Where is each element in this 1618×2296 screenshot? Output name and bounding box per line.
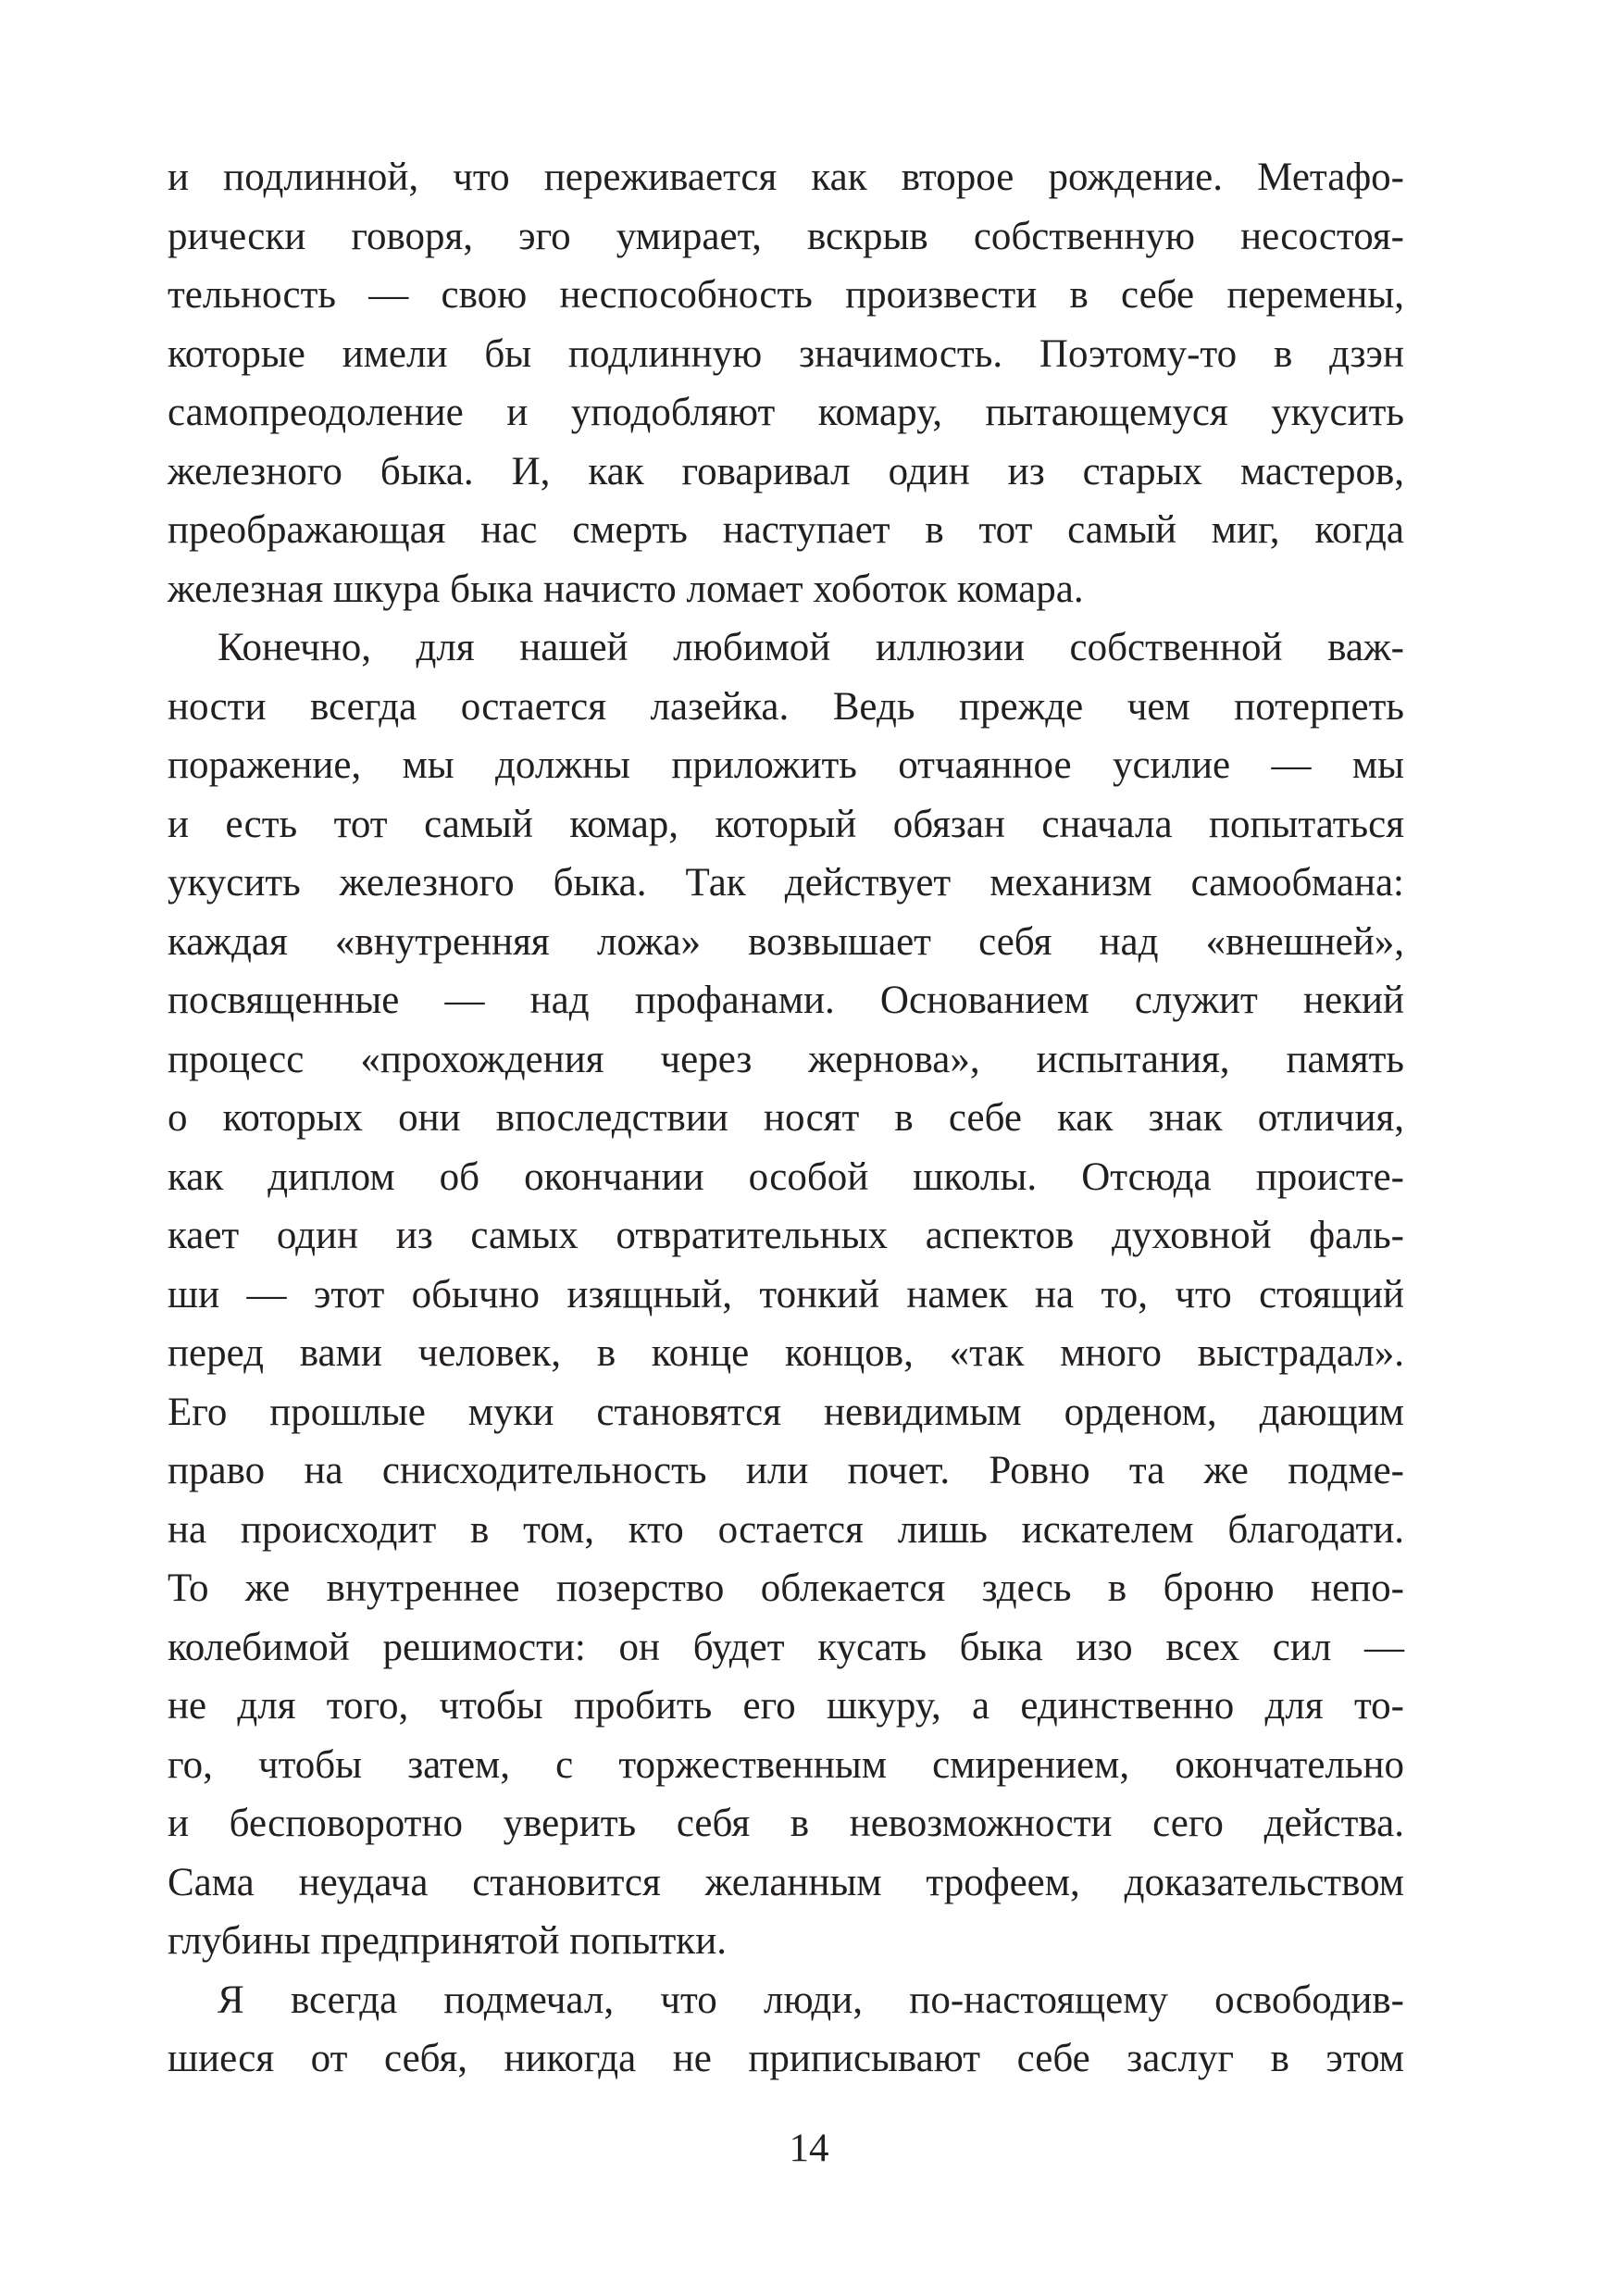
text-line: рически говоря, эго умирает, вскрыв собственную несостоя-	[168, 214, 1404, 258]
text-line: и бесповоротно уверить себя в невозможности сего действа.	[168, 1802, 1404, 1845]
text-line: шиеся от себя, никогда не приписывают себе заслуг в этом	[168, 2037, 1404, 2080]
text-line: железного быка. И, как говаривал один из старых мастеров,	[168, 449, 1404, 493]
text-line: преображающая нас смерть наступает в тот самый миг, когда	[168, 508, 1404, 552]
paragraph-first-line: Конечно, для нашей любимой иллюзии собственной важ-	[218, 626, 1404, 669]
page-number: 14	[789, 2127, 829, 2170]
text-line: самопреодоление и уподобляют комару, пытающемуся укусить	[168, 391, 1404, 434]
text-line: ши — этот обычно изящный, тонкий намек на то, что стоящий	[168, 1272, 1404, 1316]
text-line: каждая «внутренняя ложа» возвышает себя над «внешней»,	[168, 919, 1404, 964]
paragraph-first-line: Я всегда подмечал, что люди, по-настоящему освободив-	[218, 1978, 1404, 2022]
text-line: не для того, чтобы пробить его шкуру, а единственно для то-	[168, 1684, 1404, 1728]
text-line: Сама неудача становится желанным трофеем, доказательством	[168, 1860, 1404, 1904]
text-line: перед вами человек, в конце концов, «так много выстрадал».	[168, 1331, 1404, 1375]
text-line: которые имели бы подлинную значимость. Поэтому-то в дзэн	[168, 331, 1404, 376]
text-line: и есть тот самый комар, который обязан сначала попытаться	[168, 802, 1404, 846]
text-line: кает один из самых отвратительных аспектов духовной фаль-	[168, 1214, 1404, 1257]
text-line: посвященные — над профанами. Основанием служит некий	[168, 979, 1404, 1022]
text-line: железная шкура быка начисто ломает хоботок комара.	[168, 567, 1084, 611]
text-line: ности всегда остается лазейка. Ведь прежде чем потерпеть	[168, 684, 1404, 729]
text-line: Его прошлые муки становятся невидимым орденом, дающим	[168, 1390, 1404, 1434]
text-line: поражение, мы должны приложить отчаянное усилие — мы	[168, 743, 1404, 787]
text-line: на происходит в том, кто остается лишь искателем благодати.	[168, 1507, 1404, 1552]
text-line: То же внутреннее позерство облекается здесь в броню непо-	[168, 1566, 1404, 1610]
body-text	[168, 148, 1404, 2089]
text-line: и подлинной, что переживается как второе рождение. Метафо-	[168, 156, 1404, 199]
text-line: о которых они впоследствии носят в себе как знак отличия,	[168, 1096, 1404, 1140]
text-line: го, чтобы затем, с торжественным смирением, окончательно	[168, 1742, 1404, 1787]
text-line: укусить железного быка. Так действует механизм самообмана:	[168, 861, 1404, 905]
text-line: право на снисходительность или почет. Ровно та же подме-	[168, 1449, 1404, 1492]
text-line: колебимой решимости: он будет кусать быка изо всех сил —	[168, 1625, 1404, 1669]
text-line: тельность — свою неспособность произвести в себе перемены,	[168, 273, 1404, 317]
text-line: процесс «прохождения через жернова», испытания, память	[168, 1037, 1404, 1081]
text-line: глубины предпринятой попытки.	[168, 1919, 727, 1963]
text-line: как диплом об окончании особой школы. Отсюда происте-	[168, 1154, 1404, 1199]
